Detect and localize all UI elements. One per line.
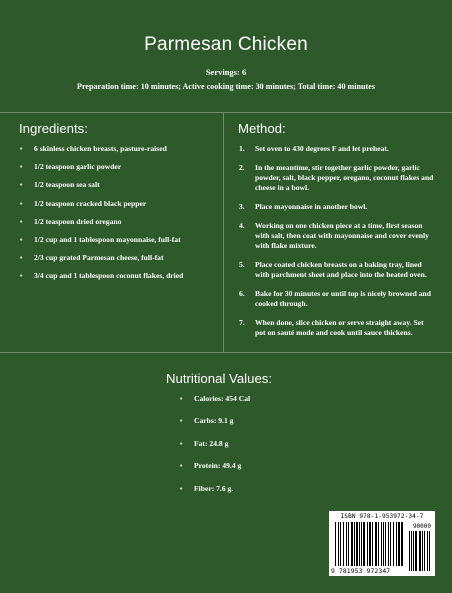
ingredient-item-text: 1/2 teaspoon sea salt bbox=[34, 180, 100, 190]
barcode-addon-number: 90000 bbox=[412, 523, 431, 530]
nutrition-item-text: Protein: 49.4 g bbox=[194, 461, 242, 471]
addon-bars bbox=[409, 531, 430, 571]
step-text: Bake for 30 minutes or until top is nicely browned and cooked through. bbox=[255, 289, 431, 308]
bullet-icon: • bbox=[20, 272, 23, 281]
barcode-bar bbox=[363, 522, 365, 566]
bullet-icon: • bbox=[20, 235, 23, 244]
step-text: Place coated chicken breasts on a baking tray, lined with parchment sheet and place into the heated oven. bbox=[255, 260, 427, 279]
barcode-bar bbox=[340, 522, 341, 566]
nutrition-item-text: Carbs: 9.1 g bbox=[194, 416, 234, 426]
bullet-icon: • bbox=[20, 217, 23, 226]
barcode-addon-bar bbox=[419, 531, 421, 571]
ingredient-item-text: 1/2 cup and 1 tablespoon mayonnaise, full-fat bbox=[34, 234, 181, 244]
barcode-bar bbox=[390, 522, 391, 566]
barcode-bar bbox=[369, 522, 371, 566]
isbn-barcode bbox=[329, 511, 435, 576]
step-number: 1. bbox=[239, 144, 245, 153]
top-divider bbox=[0, 112, 452, 113]
barcode-addon-bar bbox=[409, 531, 410, 571]
method-step bbox=[239, 202, 435, 212]
barcode-bar bbox=[359, 522, 360, 566]
bullet-icon: • bbox=[20, 254, 23, 263]
barcode-addon-bar bbox=[411, 531, 412, 571]
method-heading: Method: bbox=[238, 121, 286, 136]
barcode-bar bbox=[335, 522, 336, 566]
ingredient-item bbox=[20, 144, 220, 154]
main-bars bbox=[335, 522, 403, 566]
barcode-bar bbox=[356, 522, 358, 566]
step-number: 5. bbox=[239, 260, 245, 269]
step-number: 6. bbox=[239, 289, 245, 298]
barcode-digits: 9 781953 972347 bbox=[331, 567, 391, 575]
barcode-bar bbox=[383, 522, 384, 566]
barcode-bar bbox=[351, 522, 353, 566]
barcode-bar bbox=[361, 522, 362, 566]
ingredient-item-text: 6 skinless chicken breasts, pasture-raised bbox=[34, 144, 167, 153]
barcode-addon-bar bbox=[424, 531, 425, 571]
nutrition-item bbox=[180, 461, 250, 471]
barcode-bar bbox=[393, 522, 394, 566]
method-step bbox=[239, 163, 435, 193]
nutrition-item bbox=[180, 416, 250, 426]
bullet-icon: • bbox=[180, 484, 183, 493]
bullet-icon: • bbox=[20, 145, 23, 153]
method-list bbox=[239, 144, 435, 347]
step-text: Working on one chicken piece at a time, first season with salt, then coat with mayonnaise and cover evenly with flake mixture. bbox=[255, 221, 429, 250]
ingredient-item-text: 1/2 teaspoon cracked black pepper bbox=[34, 198, 147, 208]
ingredients-heading: Ingredients: bbox=[19, 121, 88, 136]
barcode-bar bbox=[343, 522, 344, 566]
bullet-icon: • bbox=[20, 163, 23, 172]
barcode-bar bbox=[375, 522, 377, 566]
barcode-addon-bar bbox=[422, 531, 423, 571]
bullet-icon: • bbox=[20, 181, 23, 190]
step-number: 2. bbox=[239, 163, 245, 172]
ingredient-item-text: 3/4 cup and 1 tablespoon coconut flakes, dried bbox=[34, 271, 184, 281]
ingredient-item bbox=[20, 271, 220, 281]
step-text: Place mayonnaise in another bowl. bbox=[255, 202, 368, 211]
ingredient-item-text: 2/3 cup grated Parmesan cheese, full-fat bbox=[34, 253, 164, 263]
barcode-bar bbox=[338, 522, 339, 566]
ingredient-item bbox=[20, 199, 220, 209]
step-number: 7. bbox=[239, 318, 245, 327]
bullet-icon: • bbox=[180, 395, 183, 403]
nutrition-item bbox=[180, 484, 250, 494]
barcode-addon-bar bbox=[413, 531, 414, 571]
bullet-icon: • bbox=[180, 462, 183, 471]
barcode-addon-bar bbox=[429, 531, 430, 571]
recipe-title: Parmesan Chicken bbox=[144, 34, 308, 55]
ingredient-item bbox=[20, 180, 220, 190]
barcode-bar bbox=[372, 522, 373, 566]
timing: Preparation time: 10 minutes; Active cooking time: 30 minutes; Total time: 40 minutes bbox=[77, 82, 375, 91]
barcode-bar bbox=[388, 522, 389, 566]
nutrition-item bbox=[180, 394, 250, 404]
barcode-bar bbox=[367, 522, 368, 566]
middle-divider bbox=[0, 352, 452, 353]
barcode-addon-bar bbox=[415, 531, 417, 571]
nutrition-item-text: Calories: 454 Cal bbox=[194, 394, 251, 403]
method-step bbox=[239, 289, 435, 309]
step-text: In the meantime, stir together garlic powder, garlic powder, salt, black pepper, oregano, coconut flakes and cheese in a bowl. bbox=[255, 163, 434, 192]
barcode-bar bbox=[385, 522, 386, 566]
bullet-icon: • bbox=[180, 417, 183, 426]
barcode-bar bbox=[378, 522, 379, 566]
ingredient-item-text: 1/2 teaspoon garlic powder bbox=[34, 162, 122, 172]
nutrition-item-text: Fiber: 7.6 g. bbox=[194, 483, 234, 493]
ingredient-item bbox=[20, 217, 220, 227]
method-step bbox=[239, 221, 435, 251]
barcode-bar bbox=[396, 522, 397, 566]
barcode-bar bbox=[348, 522, 349, 566]
step-number: 3. bbox=[239, 202, 245, 211]
ingredient-item-text: 1/2 teaspoon dried oregano bbox=[34, 216, 122, 226]
barcode-bar bbox=[398, 522, 400, 566]
barcode-bar bbox=[346, 522, 347, 566]
ingredient-item bbox=[20, 235, 220, 245]
barcode-bar bbox=[354, 522, 355, 566]
barcode-addon-bar bbox=[427, 531, 428, 571]
isbn-label: ISBN 978-1-953972-34-7 bbox=[340, 513, 424, 520]
ingredients-list bbox=[20, 144, 220, 290]
bullet-icon: • bbox=[20, 199, 23, 208]
step-text: Set oven to 430 degrees F and let preheat. bbox=[255, 144, 389, 153]
step-number: 4. bbox=[239, 221, 245, 230]
column-divider bbox=[223, 112, 224, 352]
method-step bbox=[239, 318, 435, 338]
nutrition-item-text: Fat: 24.8 g bbox=[194, 438, 229, 448]
method-step bbox=[239, 144, 435, 154]
bullet-icon: • bbox=[180, 439, 183, 448]
barcode-bar bbox=[381, 522, 382, 566]
nutrition-item bbox=[180, 439, 250, 449]
method-step bbox=[239, 260, 435, 280]
step-text: When done, slice chicken or serve straight away. Set pot on sauté mode and cook until sauce thickens. bbox=[255, 318, 424, 337]
servings: Servings: 6 bbox=[205, 67, 247, 77]
ingredient-item bbox=[20, 162, 220, 172]
nutrition-list bbox=[180, 394, 250, 506]
barcode-bar bbox=[401, 522, 403, 566]
nutrition-heading: Nutritional Values: bbox=[166, 371, 273, 386]
ingredient-item bbox=[20, 253, 220, 263]
